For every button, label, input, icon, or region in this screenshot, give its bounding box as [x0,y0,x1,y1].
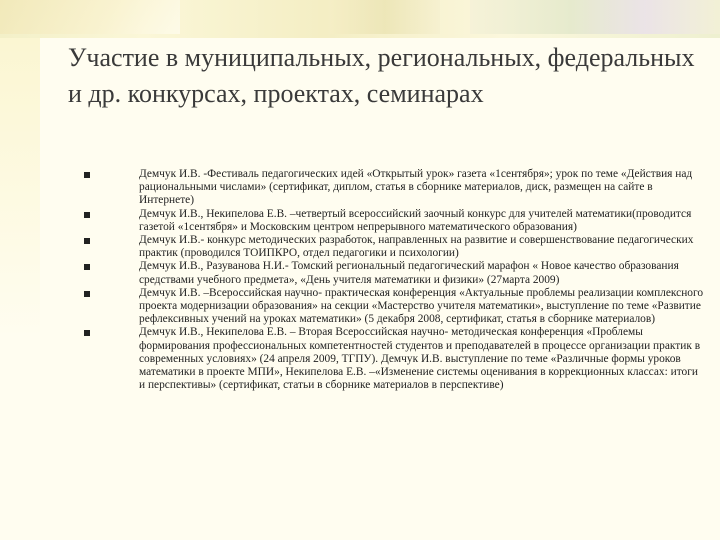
list-item [84,208,704,234]
list-item-text: Демчук И.В.- конкурс методических разработок, направленных на развитие и совершенствование педагогических практик (проводился ТОИПКРО, отдел педагогики и психологии) [139,234,694,260]
slide-title: Участие в муниципальных, региональных, федеральных и др. конкурсах, проектах, семинарах [68,43,695,108]
list-item-text: Демчук И.В. -Фестиваль педагогических идей «Открытый урок» газета «1сентября»; урок по теме «Действия над рациональными числами» (сертификат, диплом, статья в сборнике материалов, диск, размещен на сайте в Интернете) [139,168,693,207]
bullet-square-icon [84,291,90,297]
decorative-floral-image [0,0,180,34]
list-item [84,260,704,286]
bullet-list [84,168,704,392]
list-item [84,234,704,260]
list-item [84,326,704,392]
bullet-square-icon [84,330,90,336]
list-item [84,287,704,327]
bullet-square-icon [84,212,90,218]
bullet-square-icon [84,172,90,178]
bullet-square-icon [84,264,90,270]
list-item-text: Демчук И.В. –Всероссийская научно- практическая конференция «Актуальные проблемы реализации комплексного проекта модернизации образования» на секции «Мастерство учителя математики», выступление по теме «Развитие рефлексивных учений на уроках математики» (5 декабря 2008, сертификат, статья в сборнике материалов) [139,286,704,326]
decorative-floral-image [470,0,720,34]
bullet-square-icon [84,238,90,244]
list-item-text: Демчук И.В., Некипелова Е.В. – Вторая Всероссийская научно- методическая конференция «Проблемы формирования профессиональных компетентностей студентов и преподавателей в процессе организации практик в современных условиях» (24 апреля 2009, ТГПУ). Демчук И.В. выступление по теме «Различные формы уроков математики в проекте МПИ», Некипелова Е.В. –«Изменение системы оценивания в коррекционных классах: итоги и перспективы» (сертификат, статьи в сборнике материалов в перспективе) [139,326,701,392]
decorative-floral-image [330,0,440,34]
decorative-left-bar [0,38,40,540]
list-item [84,168,704,208]
list-item-text: Демчук И.В., Разуванова Н.И.- Томский региональный педагогический марафон « Новое качество образования средствами учебного предмета», «День учителя математики и физики» (27марта 2009) [139,260,679,286]
list-item-text: Демчук И.В., Некипелова Е.В. –четвертый всероссийский заочный конкурс для учителей математики(проводится газетой «1сентября» и Московским центром непрерывного математического образования) [139,207,692,233]
